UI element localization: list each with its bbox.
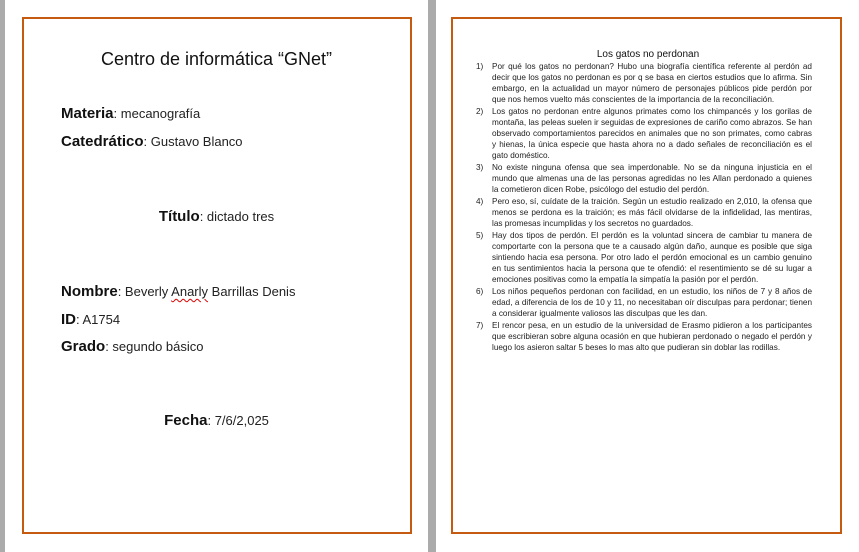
list-item xyxy=(476,106,812,161)
catedratico-value: Gustavo Blanco xyxy=(150,134,243,149)
list-item xyxy=(476,230,812,285)
nombre-value-last: Barrillas Denis xyxy=(208,284,296,299)
list-item xyxy=(476,61,812,105)
grado-label: Grado xyxy=(61,338,106,355)
fecha-label: Fecha xyxy=(164,412,208,429)
catedratico-field: Catedrático: Gustavo Blanco xyxy=(61,133,243,150)
nombre-value-flagged: Anarly xyxy=(171,284,209,299)
item-number: 5) xyxy=(476,231,484,240)
item-number: 4) xyxy=(476,197,484,206)
list-item xyxy=(476,320,812,353)
titulo-value: dictado tres xyxy=(206,209,275,224)
catedratico-label: Catedrático xyxy=(61,133,144,150)
item-text: Hay dos tipos de perdón. El perdón es la voluntad sincera de cambiar tu manera de comportarte con la persona que te a causado algún daño, aunque es posible que siga sintiendo hacia esa persona. Por otro lado el perdón emocional es un cambio genuino en tus sentimientos hacia la persona que te ofendió: el resentimiento se dé su lugar a emociones positivas como la empatía la simpatía la pasión por el perdón. xyxy=(492,231,812,284)
list-item xyxy=(476,196,812,229)
nombre-field: Nombre: Beverly Anarly Barrillas Denis xyxy=(61,283,296,300)
dictation-list xyxy=(476,61,812,354)
dictation-page xyxy=(436,0,859,552)
item-text: Los gatos no perdonan entre algunos primates como los chimpancés y los gorilas de montaña, las peleas suelen ir seguidas de expresiones de cariño como abrazos. Se han observado comportamientos parecidos en animales que no son primates, como cabras y hienas, la única especie que hasta ahora no a dado señales de reconciliación es el gato doméstico. xyxy=(492,107,812,160)
id-field: ID: A1754 xyxy=(61,311,121,328)
materia-field: Materia: mecanografía xyxy=(61,105,201,122)
item-text: Los niños pequeños perdonan con facilidad, en un estudio, los niños de 7 y 8 años de edad, a diferencia de los de 10 y 11, no necesitaban oír disculpas para perdonar; tienen a considerar igualmente valiosos las disculpas que les dan. xyxy=(492,287,812,318)
item-text: El rencor pesa, en un estudio de la universidad de Erasmo pidieron a los participantes que escribieran sobre alguna ocasión en que hubieran perdonado o negado el perdón y luego los asieron saltar 5 beses lo mas alto que pudieran sin doblar las rodillas. xyxy=(492,321,812,352)
item-text: Pero eso, sí, cuídate de la traición. Según un estudio realizado en 2,010, la ofensa que menos se perdona es la traición; es más fácil olvidarse de la infidelidad, las mentiras, las promesas incumplidas y los secretos no guardados. xyxy=(492,197,812,228)
id-label: ID xyxy=(61,311,76,328)
cover-title: Centro de informática “GNet” xyxy=(100,49,333,69)
grado-value: segundo básico xyxy=(112,339,204,354)
id-value: A1754 xyxy=(82,312,121,327)
materia-label: Materia xyxy=(61,105,114,122)
materia-value: mecanografía xyxy=(120,106,201,121)
list-item xyxy=(476,162,812,195)
nombre-value-first: Beverly xyxy=(124,284,172,299)
item-text: Por qué los gatos no perdonan? Hubo una biografía científica referente al perdón ad decir que los gatos no perdonan es por q se basa en ciertos estudios que lo afirma. Sin embargo, en la actualidad un mayor número de personajes públicos pide perdón por que nos hemos vuelto más conscientes de la importancia de la reconciliación. xyxy=(492,62,812,104)
fecha-value: 7/6/2,025 xyxy=(214,413,269,428)
item-number: 1) xyxy=(476,62,484,71)
page-border xyxy=(22,17,412,534)
item-number: 6) xyxy=(476,287,484,296)
grado-field: Grado: segundo básico xyxy=(61,338,204,355)
titulo-field: Título: dictado tres xyxy=(158,208,275,225)
item-text: No existe ninguna ofensa que sea imperdonable. No se da ninguna injusticia en el mundo que almenas una de las personas agredidas no les Allan perdonado a quienes la cometieron dicen Robe, psicólogo del estudio del perdón. xyxy=(492,163,812,194)
dictation-title: Los gatos no perdonan xyxy=(596,49,700,60)
nombre-label: Nombre xyxy=(61,283,118,300)
titulo-label: Título xyxy=(158,208,200,225)
item-number: 7) xyxy=(476,321,484,330)
item-number: 2) xyxy=(476,107,484,116)
list-item xyxy=(476,286,812,319)
fecha-field: Fecha: 7/6/2,025 xyxy=(164,412,269,429)
cover-page xyxy=(5,0,428,552)
item-number: 3) xyxy=(476,163,484,172)
